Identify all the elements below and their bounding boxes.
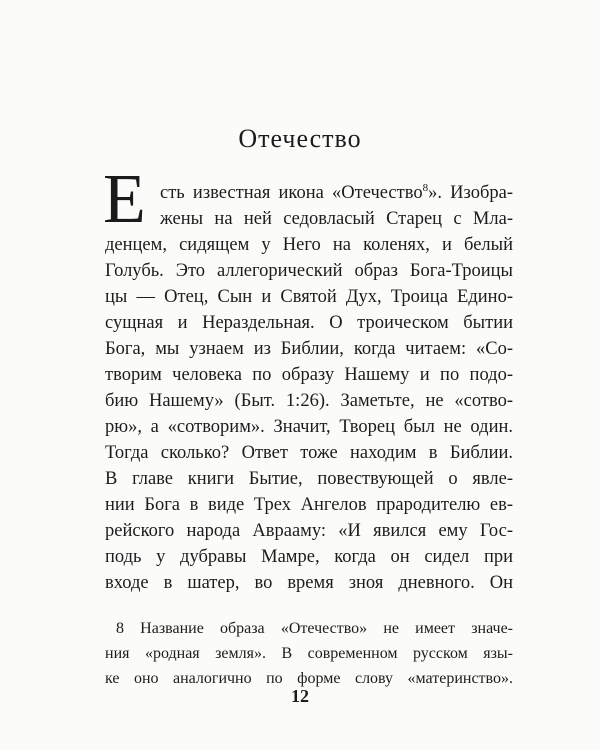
footnote-line-2: ния «родная земля». В современном русском язы- — [105, 645, 513, 662]
body-line-6: сущная и Нераздельная. О троическом бытии — [105, 313, 513, 333]
body-line-8: творим человека по образу Нашему и по подо- — [105, 365, 513, 385]
footnote-marker: 8 — [116, 620, 124, 637]
body-line-13: нии Бога в виде Трех Ангелов прародителю ев- — [105, 495, 513, 515]
body-line-14: рейского народа Аврааму: «И явился ему Гос- — [105, 521, 513, 541]
body-line-3: денцем, сидящем у Него на коленях, и белый — [105, 235, 513, 255]
body-line-1: сть известная икона «Отечество$^8$». Изобра- — [160, 181, 513, 203]
page-number: 12 — [291, 686, 309, 706]
body-line-2: жены на ней седовласый Старец с Мла- — [160, 209, 513, 229]
body-line-9: бию Нашему» (Быт. 1:26). Заметьте, не «сотво- — [105, 391, 513, 411]
body-line-11: Тогда сколько? Ответ тоже находим в Библии. — [105, 443, 513, 463]
body-line-5: цы — Отец, Сын и Святой Дух, Троица Едино- — [105, 287, 513, 307]
body-line-10: рю», а «сотворим». Значит, Творец был не один. — [105, 417, 513, 437]
footnote-line-3: ке оно аналогично по форме слову «материнство». — [105, 670, 513, 687]
footnote-line-1: 8 Название образа «Отечество» не имеет значе- — [116, 620, 514, 637]
body-line-12: В главе книги Бытие, повествующей о явле- — [105, 469, 513, 489]
body-line-7: Бога, мы узнаем из Библии, когда читаем: «Со- — [105, 339, 513, 359]
body-line-16: входе в шатер, во время зноя дневного. Он — [105, 573, 513, 593]
footnote-reference: 8 — [422, 181, 429, 194]
chapter-title: Отечество — [238, 124, 362, 153]
body-line-15: подь у дубравы Мамре, когда он сидел при — [105, 547, 513, 567]
body-line-4: Голубь. Это аллегорический образ Бога-Троицы — [105, 261, 513, 281]
drop-cap: Е — [103, 161, 146, 238]
